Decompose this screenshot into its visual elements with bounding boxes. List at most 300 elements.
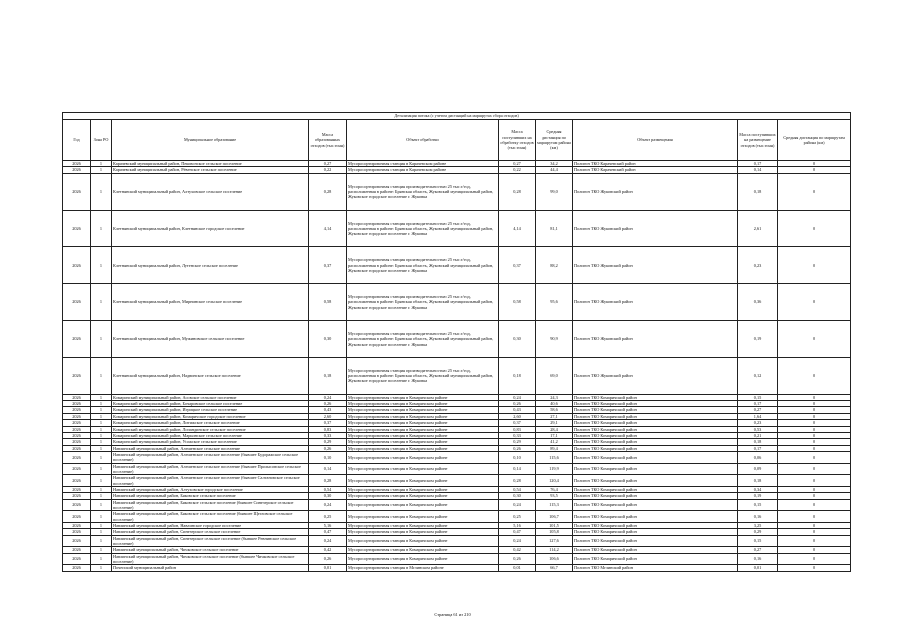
- cell-municipality: Навлинский муниципальный район, Алешенское сельское поселение (бывшее Салтановское сельское поселение): [112, 475, 309, 487]
- cell-zone: 1: [91, 522, 112, 528]
- cell-mass-generated: 0,43: [309, 407, 347, 413]
- table-row: [63, 553, 851, 565]
- cell-processing-object: Мусоросортировочная станция в Комаричском районе: [347, 452, 499, 464]
- cell-mass-to-processing: 0,22: [499, 167, 536, 173]
- cell-avg-distance-processing: 34,2: [536, 161, 573, 167]
- cell-zone: 1: [91, 432, 112, 438]
- cell-avg-distance-placement: 0: [778, 420, 851, 426]
- cell-year: 2026: [63, 486, 91, 492]
- cell-processing-object: Мусоросортировочная станция в Комаричском районе: [347, 407, 499, 413]
- cell-zone: 1: [91, 486, 112, 492]
- cell-mass-to-processing: 0,30: [499, 493, 536, 499]
- cell-placement-object: Полигон ТКО Комаричский район: [573, 407, 738, 413]
- cell-avg-distance-placement: 0: [778, 493, 851, 499]
- cell-avg-distance-processing: 29,1: [536, 420, 573, 426]
- cell-mass-to-placement: 0,17: [738, 400, 778, 406]
- cell-mass-generated: 0,25: [309, 511, 347, 523]
- cell-avg-distance-processing: 27,1: [536, 413, 573, 419]
- cell-avg-distance-processing: 88,2: [536, 247, 573, 284]
- cell-mass-to-placement: 0,36: [738, 284, 778, 321]
- table-row: [63, 463, 851, 475]
- cell-mass-to-placement: 0,09: [738, 463, 778, 475]
- cell-avg-distance-processing: 115,6: [536, 452, 573, 464]
- cell-mass-generated: 0,83: [309, 426, 347, 432]
- cell-mass-generated: 4,14: [309, 210, 347, 247]
- cell-placement-object: Полигон ТКО Комаричский район: [573, 499, 738, 511]
- cell-mass-to-processing: 0,33: [499, 432, 536, 438]
- cell-processing-object: Мусоросортировочная станция в Комаричском районе: [347, 522, 499, 528]
- cell-avg-distance-processing: 101,5: [536, 522, 573, 528]
- cell-municipality: Навлинский муниципальный район, Бяковское сельское поселение: [112, 493, 309, 499]
- cell-zone: 1: [91, 493, 112, 499]
- cell-municipality: Навлинский муниципальный район, Алешенское сельское поселение (бывшее Будоражское сельское поселение): [112, 452, 309, 464]
- header-mass-generated: Масса образованных отходов (тыс.тонн): [309, 120, 347, 161]
- cell-placement-object: Полигон ТКО Комаричский район: [573, 547, 738, 553]
- header-year: Год: [63, 120, 91, 161]
- cell-placement-object: Полигон ТКО Мглинский район: [573, 565, 738, 571]
- cell-avg-distance-processing: 76,4: [536, 486, 573, 492]
- cell-processing-object: Мусоросортировочная станция в Комаричском районе: [347, 499, 499, 511]
- cell-placement-object: Полигон ТКО Комаричский район: [573, 463, 738, 475]
- cell-mass-generated: 0,29: [309, 439, 347, 445]
- cell-municipality: Клетнянский муниципальный район, Клетнянское городское поселение: [112, 210, 309, 247]
- cell-processing-object: Мусоросортировочная станция производительностью 25 тыс.т/год, расположенная в районе: Брянская область, Жуковский муниципальный район, Жуковское городское поселение г. Жуковка: [347, 173, 499, 210]
- cell-zone: 1: [91, 547, 112, 553]
- cell-zone: 1: [91, 320, 112, 357]
- cell-zone: 1: [91, 394, 112, 400]
- cell-municipality: Карачевский муниципальный район, Рёвенское сельское поселение: [112, 167, 309, 173]
- cell-placement-object: Полигон ТКО Комаричский район: [573, 493, 738, 499]
- cell-placement-object: Полигон ТКО Комаричский район: [573, 439, 738, 445]
- cell-mass-to-processing: 0,43: [499, 407, 536, 413]
- table-row: [63, 357, 851, 394]
- cell-mass-generated: 0,30: [309, 493, 347, 499]
- cell-avg-distance-processing: 120,4: [536, 475, 573, 487]
- cell-placement-object: Полигон ТКО Комаричский район: [573, 432, 738, 438]
- header-zone: Зона РО: [91, 120, 112, 161]
- cell-municipality: Навлинский муниципальный район, Синезерское сельское поселение: [112, 529, 309, 535]
- cell-municipality: Комаричский муниципальный район, Литижское сельское поселение: [112, 420, 309, 426]
- cell-mass-to-processing: 0,37: [499, 247, 536, 284]
- cell-mass-to-processing: 0,54: [499, 486, 536, 492]
- cell-zone: 1: [91, 535, 112, 547]
- waste-flow-table: [62, 112, 851, 572]
- cell-mass-to-placement: 0,27: [738, 407, 778, 413]
- table-row: [63, 475, 851, 487]
- cell-municipality: Комаричский муниципальный район, Асовское сельское поселение: [112, 394, 309, 400]
- cell-mass-generated: 0,10: [309, 452, 347, 464]
- cell-zone: 1: [91, 463, 112, 475]
- cell-mass-to-placement: 0,17: [738, 445, 778, 451]
- cell-placement-object: Полигон ТКО Комаричский район: [573, 452, 738, 464]
- table-row: [63, 284, 851, 321]
- cell-zone: 1: [91, 210, 112, 247]
- cell-zone: 1: [91, 161, 112, 167]
- cell-municipality: Навлинский муниципальный район, Бяковское сельское поселение (бывшее Щегловское сельское поселение): [112, 511, 309, 523]
- cell-year: 2026: [63, 320, 91, 357]
- cell-mass-to-placement: 0,34: [738, 486, 778, 492]
- cell-avg-distance-placement: 0: [778, 320, 851, 357]
- cell-avg-distance-processing: 24,3: [536, 394, 573, 400]
- cell-avg-distance-placement: 0: [778, 511, 851, 523]
- cell-mass-to-processing: 0,83: [499, 426, 536, 432]
- cell-municipality: Комаричский муниципальный район, Марьинское сельское поселение: [112, 432, 309, 438]
- cell-mass-to-placement: 0,21: [738, 432, 778, 438]
- cell-processing-object: Мусоросортировочная станция производительностью 25 тыс.т/год, расположенная в районе: Брянская область, Жуковский муниципальный район, Жуковское городское поселение г. Жуковка: [347, 210, 499, 247]
- cell-avg-distance-placement: 0: [778, 357, 851, 394]
- cell-mass-to-placement: 0,15: [738, 394, 778, 400]
- cell-year: 2026: [63, 407, 91, 413]
- cell-municipality: Клетнянский муниципальный район, Лутенское сельское поселение: [112, 247, 309, 284]
- cell-year: 2026: [63, 522, 91, 528]
- cell-avg-distance-processing: 95,6: [536, 284, 573, 321]
- cell-mass-to-processing: 4,14: [499, 210, 536, 247]
- cell-mass-to-placement: 0,17: [738, 161, 778, 167]
- cell-municipality: Навлинский муниципальный район, Алтуховское городское поселение: [112, 486, 309, 492]
- cell-mass-to-processing: 0,58: [499, 284, 536, 321]
- cell-mass-to-placement: 0,01: [738, 565, 778, 571]
- cell-placement-object: Полигон ТКО Комаричский район: [573, 486, 738, 492]
- cell-mass-to-placement: 3,25: [738, 522, 778, 528]
- cell-avg-distance-placement: 0: [778, 247, 851, 284]
- cell-municipality: Навлинский муниципальный район, Бяковское сельское поселение (бывшее Синезерское сельское поселение): [112, 499, 309, 511]
- cell-processing-object: Мусоросортировочная станция в Комаричском районе: [347, 432, 499, 438]
- cell-processing-object: Мусоросортировочная станция в Мглинском районе: [347, 565, 499, 571]
- cell-mass-to-placement: 1,64: [738, 413, 778, 419]
- cell-mass-generated: 0,18: [309, 357, 347, 394]
- cell-zone: 1: [91, 511, 112, 523]
- cell-mass-to-processing: 0,26: [499, 400, 536, 406]
- cell-mass-to-processing: 0,10: [499, 452, 536, 464]
- cell-municipality: Навлинский муниципальный район, Чичковское сельское поселение: [112, 547, 309, 553]
- cell-processing-object: Мусоросортировочная станция в Комаричском районе: [347, 511, 499, 523]
- cell-mass-to-processing: 0,29: [499, 439, 536, 445]
- cell-processing-object: Мусоросортировочная станция в Комаричском районе: [347, 535, 499, 547]
- cell-avg-distance-placement: 0: [778, 432, 851, 438]
- cell-mass-to-processing: 0,27: [499, 161, 536, 167]
- cell-mass-generated: 0,54: [309, 486, 347, 492]
- cell-avg-distance-placement: 0: [778, 394, 851, 400]
- cell-year: 2026: [63, 357, 91, 394]
- cell-mass-generated: 0,24: [309, 535, 347, 547]
- cell-avg-distance-placement: 0: [778, 426, 851, 432]
- cell-year: 2026: [63, 452, 91, 464]
- cell-mass-to-processing: 0,01: [499, 565, 536, 571]
- cell-municipality: Клетнянский муниципальный район, Мужиновское сельское поселение: [112, 320, 309, 357]
- cell-placement-object: Полигон ТКО Комаричский район: [573, 394, 738, 400]
- cell-mass-to-processing: 0,26: [499, 445, 536, 451]
- cell-year: 2026: [63, 445, 91, 451]
- cell-avg-distance-processing: 90,9: [536, 320, 573, 357]
- cell-zone: 1: [91, 439, 112, 445]
- cell-avg-distance-processing: 40,6: [536, 400, 573, 406]
- cell-processing-object: Мусоросортировочная станция в Комаричском районе: [347, 553, 499, 565]
- header-placement-object: Объект размещения: [573, 120, 738, 161]
- cell-processing-object: Мусоросортировочная станция производительностью 25 тыс.т/год, расположенная в районе: Брянская область, Жуковский муниципальный район, Жуковское городское поселение г. Жуковка: [347, 247, 499, 284]
- cell-placement-object: Полигон ТКО Жуковский район: [573, 284, 738, 321]
- cell-mass-generated: 0,28: [309, 475, 347, 487]
- cell-avg-distance-processing: 66,7: [536, 565, 573, 571]
- cell-mass-to-placement: 0,16: [738, 511, 778, 523]
- cell-municipality: Навлинский муниципальный район, Чичковское сельское поселение (бывшее Чичковское сельское поселение): [112, 553, 309, 565]
- cell-processing-object: Мусоросортировочная станция в Комаричском районе: [347, 394, 499, 400]
- cell-municipality: Навлинский муниципальный район, Алешенское сельское поселение: [112, 445, 309, 451]
- cell-mass-generated: 0,30: [309, 320, 347, 357]
- cell-zone: 1: [91, 452, 112, 464]
- cell-mass-generated: 0,24: [309, 394, 347, 400]
- table-row: [63, 499, 851, 511]
- cell-mass-generated: 2,60: [309, 413, 347, 419]
- cell-mass-to-placement: 0,14: [738, 167, 778, 173]
- cell-avg-distance-placement: 0: [778, 529, 851, 535]
- cell-avg-distance-processing: 44,4: [536, 167, 573, 173]
- cell-year: 2026: [63, 565, 91, 571]
- cell-zone: 1: [91, 413, 112, 419]
- table-banner: Детализация потока (с учетом дистанций на маршрутах сбора отходов): [63, 113, 851, 120]
- cell-mass-generated: 0,28: [309, 173, 347, 210]
- cell-year: 2026: [63, 284, 91, 321]
- cell-zone: 1: [91, 475, 112, 487]
- cell-year: 2026: [63, 553, 91, 565]
- cell-municipality: Комаричский муниципальный район, Бочаровское сельское поселение: [112, 400, 309, 406]
- cell-mass-to-placement: 0,18: [738, 173, 778, 210]
- cell-year: 2026: [63, 420, 91, 426]
- cell-processing-object: Мусоросортировочная станция в Комаричском районе: [347, 413, 499, 419]
- cell-mass-to-placement: 0,23: [738, 247, 778, 284]
- cell-mass-to-placement: 0,19: [738, 320, 778, 357]
- cell-mass-to-processing: 0,25: [499, 511, 536, 523]
- cell-year: 2026: [63, 475, 91, 487]
- table-row: [63, 320, 851, 357]
- cell-year: 2026: [63, 161, 91, 167]
- cell-year: 2026: [63, 210, 91, 247]
- cell-processing-object: Мусоросортировочная станция в Комаричском районе: [347, 547, 499, 553]
- cell-avg-distance-placement: 0: [778, 499, 851, 511]
- cell-mass-to-processing: 0,26: [499, 553, 536, 565]
- cell-mass-generated: 0,37: [309, 420, 347, 426]
- cell-mass-generated: 0,37: [309, 247, 347, 284]
- cell-mass-generated: 0,26: [309, 400, 347, 406]
- cell-avg-distance-placement: 0: [778, 413, 851, 419]
- cell-mass-generated: 0,42: [309, 547, 347, 553]
- cell-avg-distance-processing: 28,4: [536, 426, 573, 432]
- cell-mass-to-processing: 0,18: [499, 357, 536, 394]
- cell-municipality: Комаричский муниципальный район, Лопандинское сельское поселение: [112, 426, 309, 432]
- cell-zone: 1: [91, 426, 112, 432]
- cell-avg-distance-placement: 0: [778, 565, 851, 571]
- cell-avg-distance-placement: 0: [778, 445, 851, 451]
- cell-zone: 1: [91, 400, 112, 406]
- cell-year: 2026: [63, 511, 91, 523]
- cell-mass-to-placement: 0,12: [738, 357, 778, 394]
- cell-zone: 1: [91, 529, 112, 535]
- cell-year: 2026: [63, 247, 91, 284]
- cell-avg-distance-placement: 0: [778, 486, 851, 492]
- table-row: [63, 511, 851, 523]
- cell-zone: 1: [91, 445, 112, 451]
- cell-processing-object: Мусоросортировочная станция в Комаричском районе: [347, 529, 499, 535]
- cell-mass-to-processing: 2,60: [499, 413, 536, 419]
- cell-mass-to-processing: 0,24: [499, 535, 536, 547]
- cell-avg-distance-placement: 0: [778, 553, 851, 565]
- cell-mass-to-placement: 0,19: [738, 493, 778, 499]
- cell-processing-object: Мусоросортировочная станция в Комаричском районе: [347, 486, 499, 492]
- cell-placement-object: Полигон ТКО Комаричский район: [573, 511, 738, 523]
- header-avg-distance-placement: Средняя дистанция по маршрутам района (км): [778, 120, 851, 161]
- cell-avg-distance-processing: 89,4: [536, 445, 573, 451]
- cell-zone: 1: [91, 420, 112, 426]
- cell-avg-distance-placement: 0: [778, 439, 851, 445]
- cell-mass-to-processing: 0,24: [499, 394, 536, 400]
- cell-zone: 1: [91, 247, 112, 284]
- cell-mass-to-placement: 0,23: [738, 420, 778, 426]
- cell-mass-to-processing: 0,30: [499, 320, 536, 357]
- cell-zone: 1: [91, 499, 112, 511]
- header-mass-to-placement: Масса поступивших на размещение отходов (тыс.тонн): [738, 120, 778, 161]
- cell-year: 2026: [63, 547, 91, 553]
- cell-avg-distance-processing: 93,5: [536, 493, 573, 499]
- table-row: [63, 247, 851, 284]
- cell-year: 2026: [63, 529, 91, 535]
- cell-mass-to-processing: 0,14: [499, 463, 536, 475]
- cell-avg-distance-processing: 106,7: [536, 511, 573, 523]
- cell-processing-object: Мусоросортировочная станция производительностью 25 тыс.т/год, расположенная в районе: Брянская область, Жуковский муниципальный район, Жуковское городское поселение г. Жуковка: [347, 357, 499, 394]
- cell-avg-distance-placement: 0: [778, 167, 851, 173]
- table-row: [63, 173, 851, 210]
- cell-avg-distance-placement: 0: [778, 547, 851, 553]
- cell-zone: 1: [91, 357, 112, 394]
- cell-mass-generated: 0,14: [309, 463, 347, 475]
- cell-year: 2026: [63, 167, 91, 173]
- cell-processing-object: Мусоросортировочная станция в Комаричском районе: [347, 445, 499, 451]
- cell-mass-generated: 0,27: [309, 161, 347, 167]
- cell-avg-distance-processing: 105,8: [536, 529, 573, 535]
- cell-processing-object: Мусоросортировочная станция в Комаричском районе: [347, 475, 499, 487]
- cell-municipality: Навлинский муниципальный район, Синезерское сельское поселение (бывшее Ревнинское сельское поселение): [112, 535, 309, 547]
- cell-mass-to-placement: 0,15: [738, 535, 778, 547]
- header-mass-to-processing: Масса поступивших на обработку отходов (тыс.тонн): [499, 120, 536, 161]
- cell-year: 2026: [63, 413, 91, 419]
- cell-mass-to-placement: 0,29: [738, 529, 778, 535]
- cell-avg-distance-placement: 0: [778, 535, 851, 547]
- cell-year: 2026: [63, 432, 91, 438]
- cell-mass-generated: 0,26: [309, 445, 347, 451]
- cell-mass-to-processing: 0,28: [499, 475, 536, 487]
- cell-placement-object: Полигон ТКО Комаричский район: [573, 522, 738, 528]
- cell-placement-object: Полигон ТКО Жуковский район: [573, 357, 738, 394]
- cell-mass-generated: 5,16: [309, 522, 347, 528]
- cell-mass-generated: 0,26: [309, 553, 347, 565]
- cell-avg-distance-placement: 0: [778, 400, 851, 406]
- cell-zone: 1: [91, 284, 112, 321]
- cell-processing-object: Мусоросортировочная станция в Комаричском районе: [347, 426, 499, 432]
- cell-avg-distance-processing: 115,3: [536, 499, 573, 511]
- cell-processing-object: Мусоросортировочная станция производительностью 25 тыс.т/год, расположенная в районе: Брянская область, Жуковский муниципальный район, Жуковское городское поселение г. Жуковка: [347, 284, 499, 321]
- cell-zone: 1: [91, 167, 112, 173]
- cell-avg-distance-placement: 0: [778, 161, 851, 167]
- cell-avg-distance-placement: 0: [778, 452, 851, 464]
- cell-mass-to-placement: 0,16: [738, 553, 778, 565]
- cell-mass-to-placement: 0,53: [738, 426, 778, 432]
- cell-processing-object: Мусоросортировочная станция в Комаричском районе: [347, 400, 499, 406]
- cell-year: 2026: [63, 493, 91, 499]
- header-processing-object: Объект обработки: [347, 120, 499, 161]
- cell-mass-to-processing: 5,16: [499, 522, 536, 528]
- cell-placement-object: Полигон ТКО Комаричский район: [573, 553, 738, 565]
- cell-placement-object: Полигон ТКО Карачевский район: [573, 161, 738, 167]
- cell-placement-object: Полигон ТКО Карачевский район: [573, 167, 738, 173]
- table-row: [63, 565, 851, 571]
- cell-placement-object: Полигон ТКО Жуковский район: [573, 210, 738, 247]
- cell-municipality: Карачевский муниципальный район, Пековонское сельское поселение: [112, 161, 309, 167]
- cell-mass-to-placement: 0,18: [738, 475, 778, 487]
- cell-year: 2026: [63, 426, 91, 432]
- cell-municipality: Навлинский муниципальный район, Алешенское сельское поселение (бывшее Пролысовское сельское поселение): [112, 463, 309, 475]
- cell-mass-generated: 0,24: [309, 499, 347, 511]
- cell-avg-distance-processing: 41,2: [536, 439, 573, 445]
- cell-mass-to-processing: 0,24: [499, 499, 536, 511]
- cell-year: 2026: [63, 173, 91, 210]
- cell-placement-object: Полигон ТКО Комаричский район: [573, 445, 738, 451]
- cell-placement-object: Полигон ТКО Комаричский район: [573, 400, 738, 406]
- cell-avg-distance-processing: 127,6: [536, 535, 573, 547]
- cell-avg-distance-placement: 0: [778, 522, 851, 528]
- cell-municipality: Комаричский муниципальный район, Комаричское городское поселение: [112, 413, 309, 419]
- header-avg-distance-processing: Средняя дистанция по маршрутам района (км): [536, 120, 573, 161]
- cell-avg-distance-processing: 106,6: [536, 553, 573, 565]
- cell-year: 2026: [63, 535, 91, 547]
- cell-year: 2026: [63, 394, 91, 400]
- cell-avg-distance-processing: 58,6: [536, 407, 573, 413]
- table-row: [63, 452, 851, 464]
- cell-municipality: Клетнянский муниципальный район, Надвинское сельское поселение: [112, 357, 309, 394]
- cell-processing-object: Мусоросортировочная станция производительностью 25 тыс.т/год, расположенная в районе: Брянская область, Жуковский муниципальный район, Жуковское городское поселение г. Жуковка: [347, 320, 499, 357]
- cell-year: 2026: [63, 439, 91, 445]
- cell-placement-object: Полигон ТКО Жуковский район: [573, 173, 738, 210]
- cell-mass-generated: 0,33: [309, 432, 347, 438]
- cell-year: 2026: [63, 499, 91, 511]
- cell-mass-generated: 0,47: [309, 529, 347, 535]
- cell-processing-object: Мусоросортировочная станция в Комаричском районе: [347, 420, 499, 426]
- cell-avg-distance-processing: 119,9: [536, 463, 573, 475]
- cell-mass-generated: 0,22: [309, 167, 347, 173]
- cell-processing-object: Мусоросортировочная станция в Комаричском районе: [347, 439, 499, 445]
- cell-mass-to-processing: 0,42: [499, 547, 536, 553]
- cell-municipality: Почепский муниципальный район: [112, 565, 309, 571]
- cell-zone: 1: [91, 553, 112, 565]
- cell-mass-to-processing: 0,47: [499, 529, 536, 535]
- cell-processing-object: Мусоросортировочная станция в Карачевском районе: [347, 161, 499, 167]
- cell-municipality: Комаричский муниципальный район, Игрицкое сельское поселение: [112, 407, 309, 413]
- cell-mass-generated: 0,58: [309, 284, 347, 321]
- page-footer: Страница 61 из 210: [434, 612, 471, 617]
- cell-municipality: Клетнянский муниципальный район, Алтуховское сельское поселение: [112, 173, 309, 210]
- cell-placement-object: Полигон ТКО Комаричский район: [573, 535, 738, 547]
- cell-placement-object: Полигон ТКО Комаричский район: [573, 420, 738, 426]
- cell-placement-object: Полигон ТКО Комаричский район: [573, 426, 738, 432]
- cell-processing-object: Мусоросортировочная станция в Комаричском районе: [347, 493, 499, 499]
- cell-placement-object: Полигон ТКО Жуковский район: [573, 320, 738, 357]
- cell-avg-distance-placement: 0: [778, 173, 851, 210]
- cell-year: 2026: [63, 463, 91, 475]
- cell-avg-distance-placement: 0: [778, 475, 851, 487]
- cell-mass-generated: 0,01: [309, 565, 347, 571]
- cell-avg-distance-placement: 0: [778, 284, 851, 321]
- cell-avg-distance-placement: 0: [778, 210, 851, 247]
- cell-mass-to-placement: 0,27: [738, 547, 778, 553]
- cell-mass-to-placement: 0,18: [738, 439, 778, 445]
- cell-mass-to-processing: 0,28: [499, 173, 536, 210]
